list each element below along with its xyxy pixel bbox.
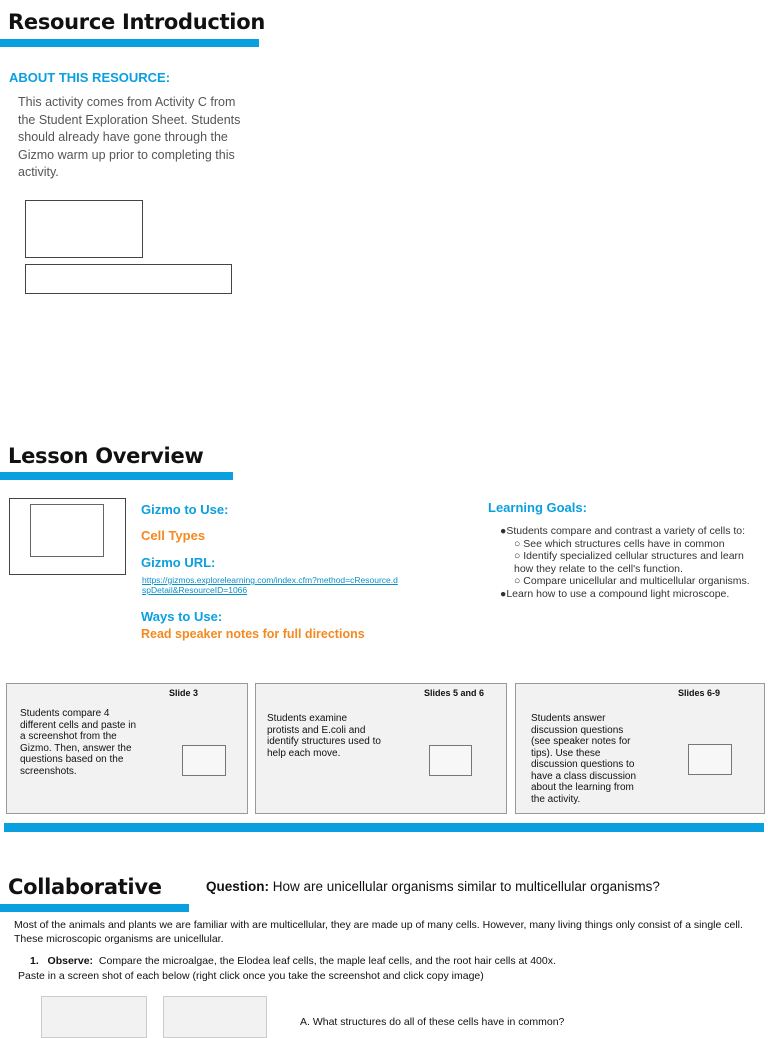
slide-card-title: Slides 6-9 xyxy=(678,688,721,698)
slide-card xyxy=(6,683,248,814)
goal-item: ○ Compare unicellular and multicellular organisms. xyxy=(514,575,750,587)
heading-underline xyxy=(0,472,233,480)
slide-card-text: Students compare 4 different cells and paste in a screenshot from the Gizmo. Then, answer the questions based on the screenshots. xyxy=(20,708,137,777)
slide-thumbnail xyxy=(688,744,732,775)
about-text: This activity comes from Activity C from the Student Exploration Sheet. Students should already have gone through the Gizmo warm up prior to completing this activity. xyxy=(18,95,241,179)
slide-card-title: Slides 5 and 6 xyxy=(424,688,485,698)
goal-item: ●Learn how to use a compound light microscope. xyxy=(500,587,730,600)
screenshot-placeholder[interactable] xyxy=(41,996,147,1038)
heading-underline xyxy=(0,39,259,47)
gizmo-label: Gizmo to Use: xyxy=(141,502,229,517)
gizmo-url-label: Gizmo URL: xyxy=(141,555,216,570)
step-text: Compare the microalgae, the Elodea leaf cells, the maple leaf cells, and the root hair cells at 400x. xyxy=(98,955,556,967)
goal-item: ○ See which structures cells have in common xyxy=(514,537,725,550)
goal-item: ●Students compare and contrast a variety of cells to: xyxy=(500,525,746,537)
collab-intro: Most of the animals and plants we are familiar with are multicellular, they are made up of many cells. However, many living things only consist of a single cell. These microscopic organisms are unicellular. xyxy=(14,919,743,945)
image-placeholder xyxy=(25,200,143,258)
image-placeholder-wide xyxy=(25,264,232,294)
lesson-overview-heading: Lesson Overview xyxy=(8,444,204,468)
slide-thumbnail xyxy=(429,745,472,776)
collab-question xyxy=(206,879,660,894)
step-number: 1. xyxy=(30,955,39,967)
observe-step xyxy=(30,955,556,967)
slide-card-text: Students answer discussion questions (see speaker notes for tips). Use these discussion questions to have a class discussion about the learning from the activity. xyxy=(531,713,637,805)
gizmo-thumbnail xyxy=(30,504,104,557)
step-label: Observe: xyxy=(47,955,94,967)
question-a: A. What structures do all of these cells have in common? xyxy=(300,1016,565,1028)
screenshot-placeholder[interactable] xyxy=(163,996,267,1038)
paste-instructions: Paste in a screen shot of each below (right click once you take the screenshot and click copy image) xyxy=(18,970,484,982)
section-divider xyxy=(4,823,764,832)
slide-card xyxy=(515,683,765,814)
resource-intro-heading: Resource Introduction xyxy=(8,10,265,34)
question-text: How are unicellular organisms similar to multicellular organisms? xyxy=(272,879,660,894)
about-label: ABOUT THIS RESOURCE: xyxy=(9,70,171,85)
learning-goals-label: Learning Goals: xyxy=(488,500,587,515)
heading-underline xyxy=(0,904,189,912)
slide-card xyxy=(255,683,507,814)
goal-item: ○ Identify specialized cellular structures and learn how they relate to the cell's function. xyxy=(514,550,744,575)
slide-card-title: Slide 3 xyxy=(169,688,199,698)
ways-text: Read speaker notes for full directions xyxy=(141,627,365,641)
gizmo-thumbnail-frame xyxy=(9,498,126,575)
slide-card-text: Students examine protists and E.coli and identify structures used to help each move. xyxy=(267,713,381,759)
learning-goals-list xyxy=(500,525,762,600)
collaborative-heading: Collaborative xyxy=(8,875,162,899)
slide-thumbnail xyxy=(182,745,226,776)
ways-label: Ways to Use: xyxy=(141,609,223,624)
question-label: Question: xyxy=(206,879,269,894)
gizmo-url-link[interactable]: https://gizmos.explorelearning.com/index.cfm?method=cResource.dspDetail&ResourceID=1066 xyxy=(142,575,398,595)
gizmo-name: Cell Types xyxy=(141,528,206,543)
